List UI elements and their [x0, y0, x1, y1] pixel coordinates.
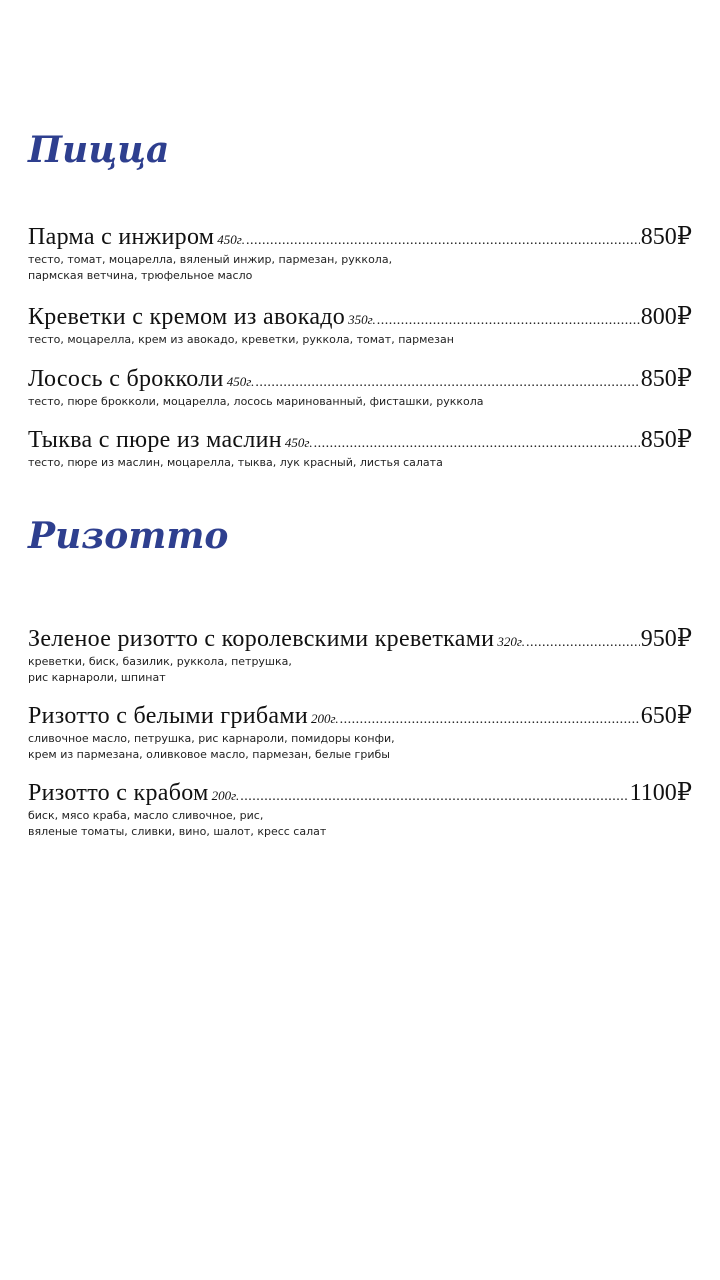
- dish-name: Зеленое ризотто с королевскими креветками: [28, 626, 495, 652]
- description-line: тесто, пюре из маслин, моцарелла, тыква, лук красный, листья салата: [28, 456, 443, 469]
- menu-item: [28, 778, 692, 840]
- dish-name: Лосось с брокколи: [28, 366, 224, 392]
- menu-item: [28, 364, 692, 410]
- dish-price: 800₽: [640, 304, 692, 330]
- description-line: креветки, биск, базилик, руккола, петрушка,: [28, 655, 292, 668]
- description-line: вяленые томаты, сливки, вино, шалот, кресс салат: [28, 825, 327, 838]
- menu-item: [28, 425, 692, 471]
- dish-name: Ризотто с белыми грибами: [28, 703, 308, 729]
- section-title: Ризотто: [28, 515, 229, 557]
- dish-description: [28, 252, 692, 284]
- description-line: рис карнароли, шпинат: [28, 671, 166, 684]
- dot-leader: [246, 233, 640, 249]
- dish-weight: 200г.: [211, 788, 240, 803]
- menu-item-line: [28, 425, 692, 455]
- dish-weight: 320г.: [497, 634, 525, 649]
- dish-description: [28, 332, 692, 348]
- dish-price: 850₽: [640, 366, 692, 392]
- description-line: пармская ветчина, трюфельное масло: [28, 269, 253, 282]
- dish-price: 950₽: [640, 626, 692, 652]
- dish-description: [28, 455, 692, 471]
- menu-item: [28, 302, 692, 348]
- dot-leader: [526, 635, 640, 651]
- dish-description: [28, 731, 692, 763]
- menu-section-pizza: [28, 128, 692, 469]
- dish-price: 850₽: [640, 224, 692, 250]
- dish-name: Парма с инжиром: [28, 224, 215, 250]
- dish-weight: 450г.: [217, 232, 245, 247]
- dish-price: 850₽: [640, 427, 692, 453]
- menu-item-line: [28, 778, 692, 808]
- menu-item-line: [28, 364, 692, 394]
- menu-item: [28, 701, 692, 763]
- dish-weight: 200г.: [311, 711, 339, 726]
- description-line: тесто, пюре брокколи, моцарелла, лосось маринованный, фисташки, руккола: [28, 395, 484, 408]
- menu-section-risotto: [28, 514, 692, 838]
- menu-item-line: [28, 222, 692, 252]
- dish-price: 650₽: [640, 703, 692, 729]
- description-line: биск, мясо краба, масло сливочное, рис,: [28, 809, 264, 822]
- description-line: тесто, томат, моцарелла, вяленый инжир, пармезан, руккола,: [28, 253, 393, 266]
- menu-item: [28, 222, 692, 284]
- dish-description: [28, 654, 692, 686]
- menu-item-line: [28, 701, 692, 731]
- dot-leader: [255, 375, 639, 391]
- section-title: Пицца: [28, 129, 170, 171]
- dish-name: Тыква с пюре из маслин: [28, 427, 282, 453]
- dot-leader: [340, 712, 640, 728]
- dish-weight: 350г.: [348, 312, 376, 327]
- dot-leader: [377, 313, 640, 329]
- menu-item: [28, 624, 692, 686]
- dish-description: [28, 394, 692, 410]
- dish-weight: 450г.: [284, 435, 313, 450]
- dot-leader: [314, 436, 640, 452]
- description-line: крем из пармезана, оливковое масло, пармезан, белые грибы: [28, 748, 390, 761]
- dish-weight: 450г.: [226, 374, 255, 389]
- dish-description: [28, 808, 692, 840]
- menu-item-line: [28, 624, 692, 654]
- menu-item-line: [28, 302, 692, 332]
- description-line: тесто, моцарелла, крем из авокадо, креветки, руккола, томат, пармезан: [28, 333, 454, 346]
- description-line: сливочное масло, петрушка, рис карнароли, помидоры конфи,: [28, 732, 395, 745]
- dish-name: Ризотто с крабом: [28, 780, 209, 806]
- dot-leader: [240, 789, 628, 805]
- dish-price: 1100₽: [629, 780, 692, 806]
- dish-name: Креветки с кремом из авокадо: [28, 304, 346, 330]
